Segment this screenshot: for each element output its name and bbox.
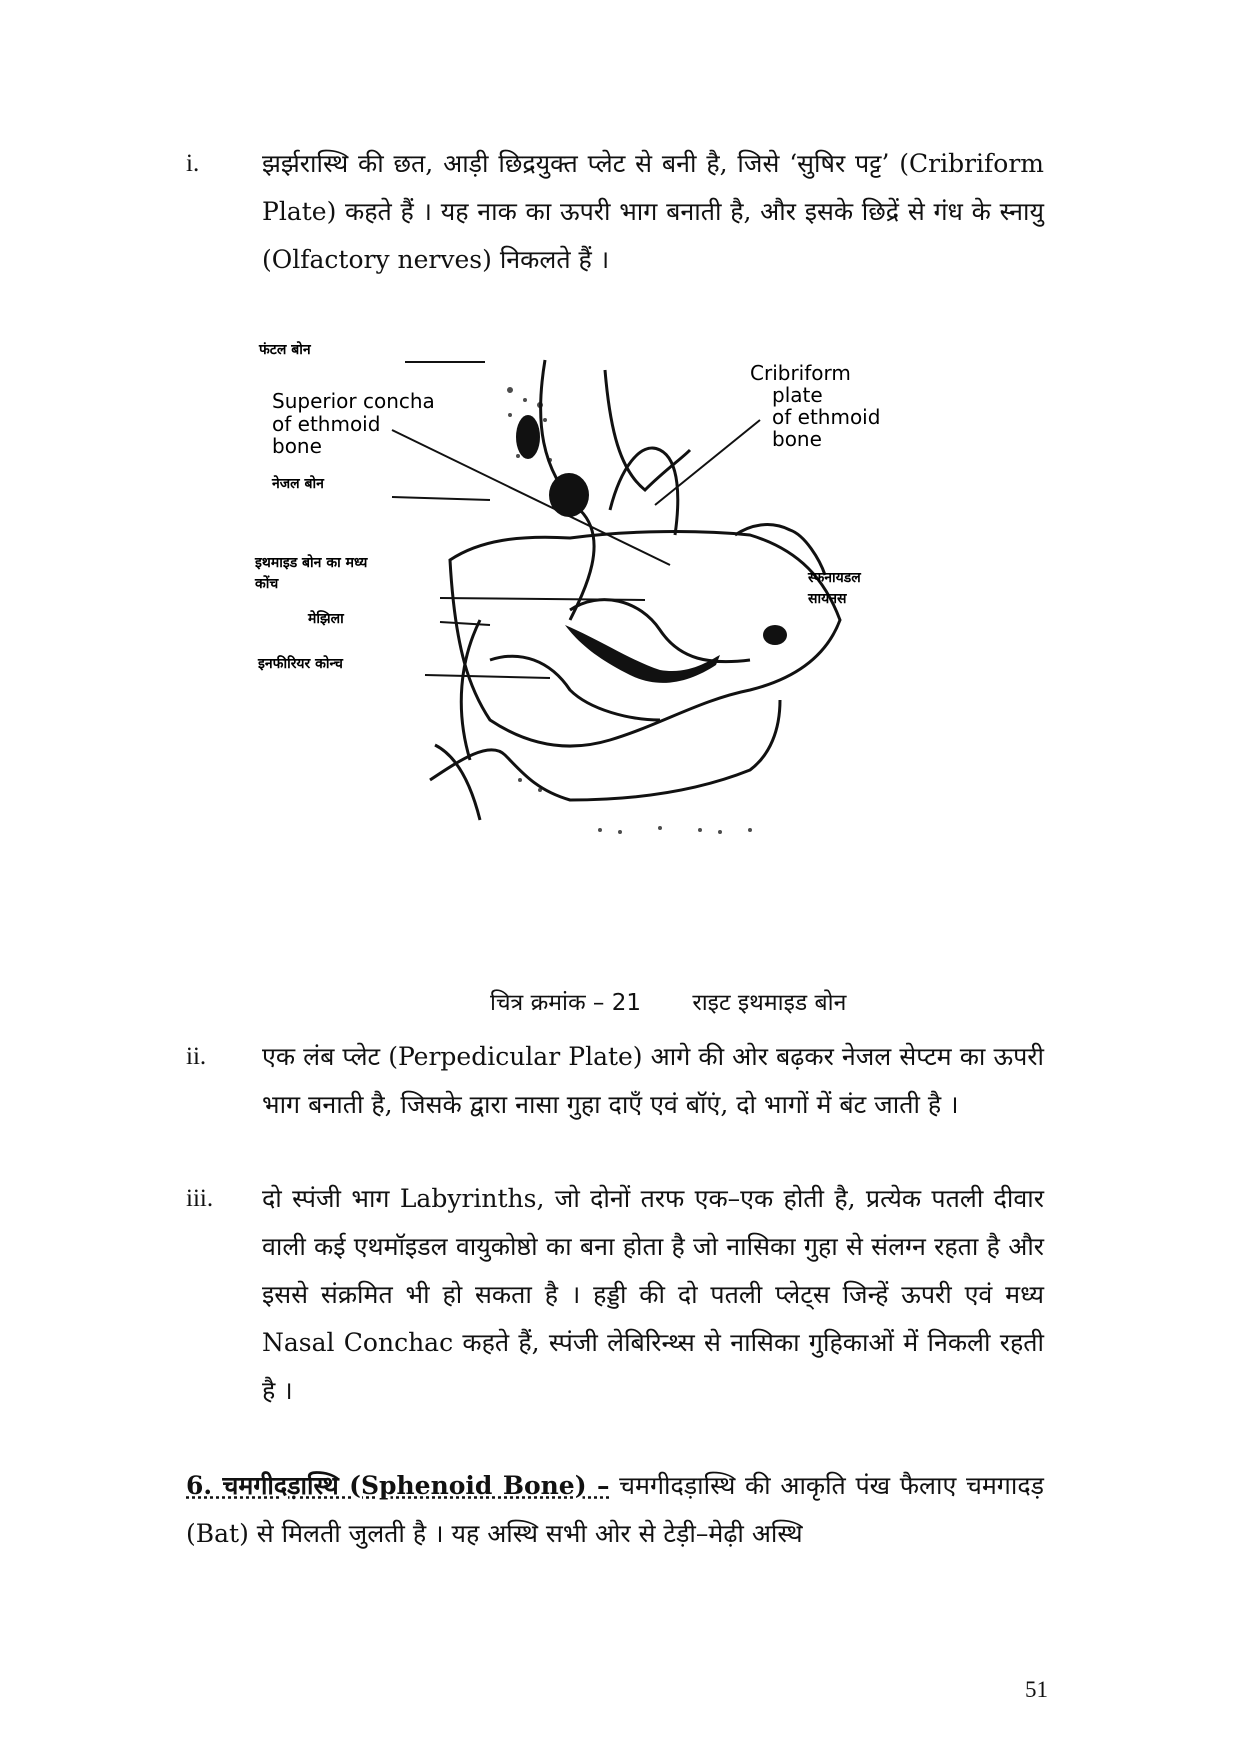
section-text: चमगीदड़ास्थि की आकृति पंख फैलाए चमगादड़ (Bat) से मिलती जुलती है । यह अस्थि सभी ओर से टेड़ी–मेढ़ी अस्थि <box>186 1471 1044 1548</box>
label-cribriform-4: bone <box>772 427 822 451</box>
item-marker: i. <box>186 150 200 177</box>
label-cribriform-2: plate <box>772 383 823 407</box>
label-superior-concha-1: Superior concha <box>272 389 435 413</box>
label-nasal-bone: नेजल बोन <box>272 476 324 492</box>
label-cribriform-3: of ethmoid <box>772 405 881 429</box>
figure-caption <box>490 985 890 1017</box>
label-frontal-bone: फंटल बोन <box>259 342 311 358</box>
label-middle-concha-2: कोंच <box>255 576 279 592</box>
label-middle-concha-1: इथमाइड बोन का मध्य <box>255 555 368 571</box>
paragraph-text: झर्झरास्थि की छत, आड़ी छिद्रयुक्त प्लेट से बनी है, जिसे ‘सुषिर पट्ट’ (Cribriform Plate) कहते हैं । यह नाक का ऊपरी भाग बनाती है, और इसके छिद्रें से गंध के स्नायु (Olfactory nerves) निकलते हैं । <box>262 149 1044 274</box>
caption-number: चित्र क्रमांक – 21 <box>490 990 641 1016</box>
caption-title: राइट इथमाइड बोन <box>692 990 847 1016</box>
section-sphenoid <box>186 1462 1044 1558</box>
label-sphenoid-sinus-2: सायनस <box>808 591 847 607</box>
paragraph-text: दो स्पंजी भाग Labyrinths, जो दोनों तरफ एक–एक होती है, प्रत्येक पतली दीवार वाली कई एथमॉइडल वायुकोष्ठो का बना होता है जो नासिका गुहा से संलग्न रहता है और इससे संक्रमित भी हो सकता है । हड्डी की दो पतली प्लेट्स जिन्हें ऊपरी एवं मध्य Nasal Conchac कहते हैं, स्पंजी लेबिरिन्थ्स से नासिका गुहिकाओं में निकली रहती है । <box>262 1184 1044 1405</box>
page-number: 51 <box>1025 1677 1048 1702</box>
ethmoid-bone-figure <box>255 342 1000 960</box>
paragraph-text: एक लंब प्लेट (Perpedicular Plate) आगे की ओर बढ़कर नेजल सेप्टम का ऊपरी भाग बनाती है, जिसके द्वारा नासा गुहा दाएँ एवं बॉएं, दो भागों में बंट जाती है । <box>262 1042 1044 1119</box>
label-sphenoid-sinus-1: स्फनायडल <box>808 570 861 586</box>
label-maxilla: मेझिला <box>308 611 344 627</box>
label-superior-concha-2: of ethmoid <box>272 412 381 436</box>
label-inferior-concha: इनफीरियर कोन्च <box>258 656 343 672</box>
section-heading: 6. चमगीदड़ास्थि (Sphenoid Bone) – <box>186 1471 610 1500</box>
item-marker: iii. <box>186 1185 214 1212</box>
item-marker: ii. <box>186 1043 207 1070</box>
label-superior-concha-3: bone <box>272 434 322 458</box>
label-cribriform-1: Cribriform <box>750 361 851 385</box>
